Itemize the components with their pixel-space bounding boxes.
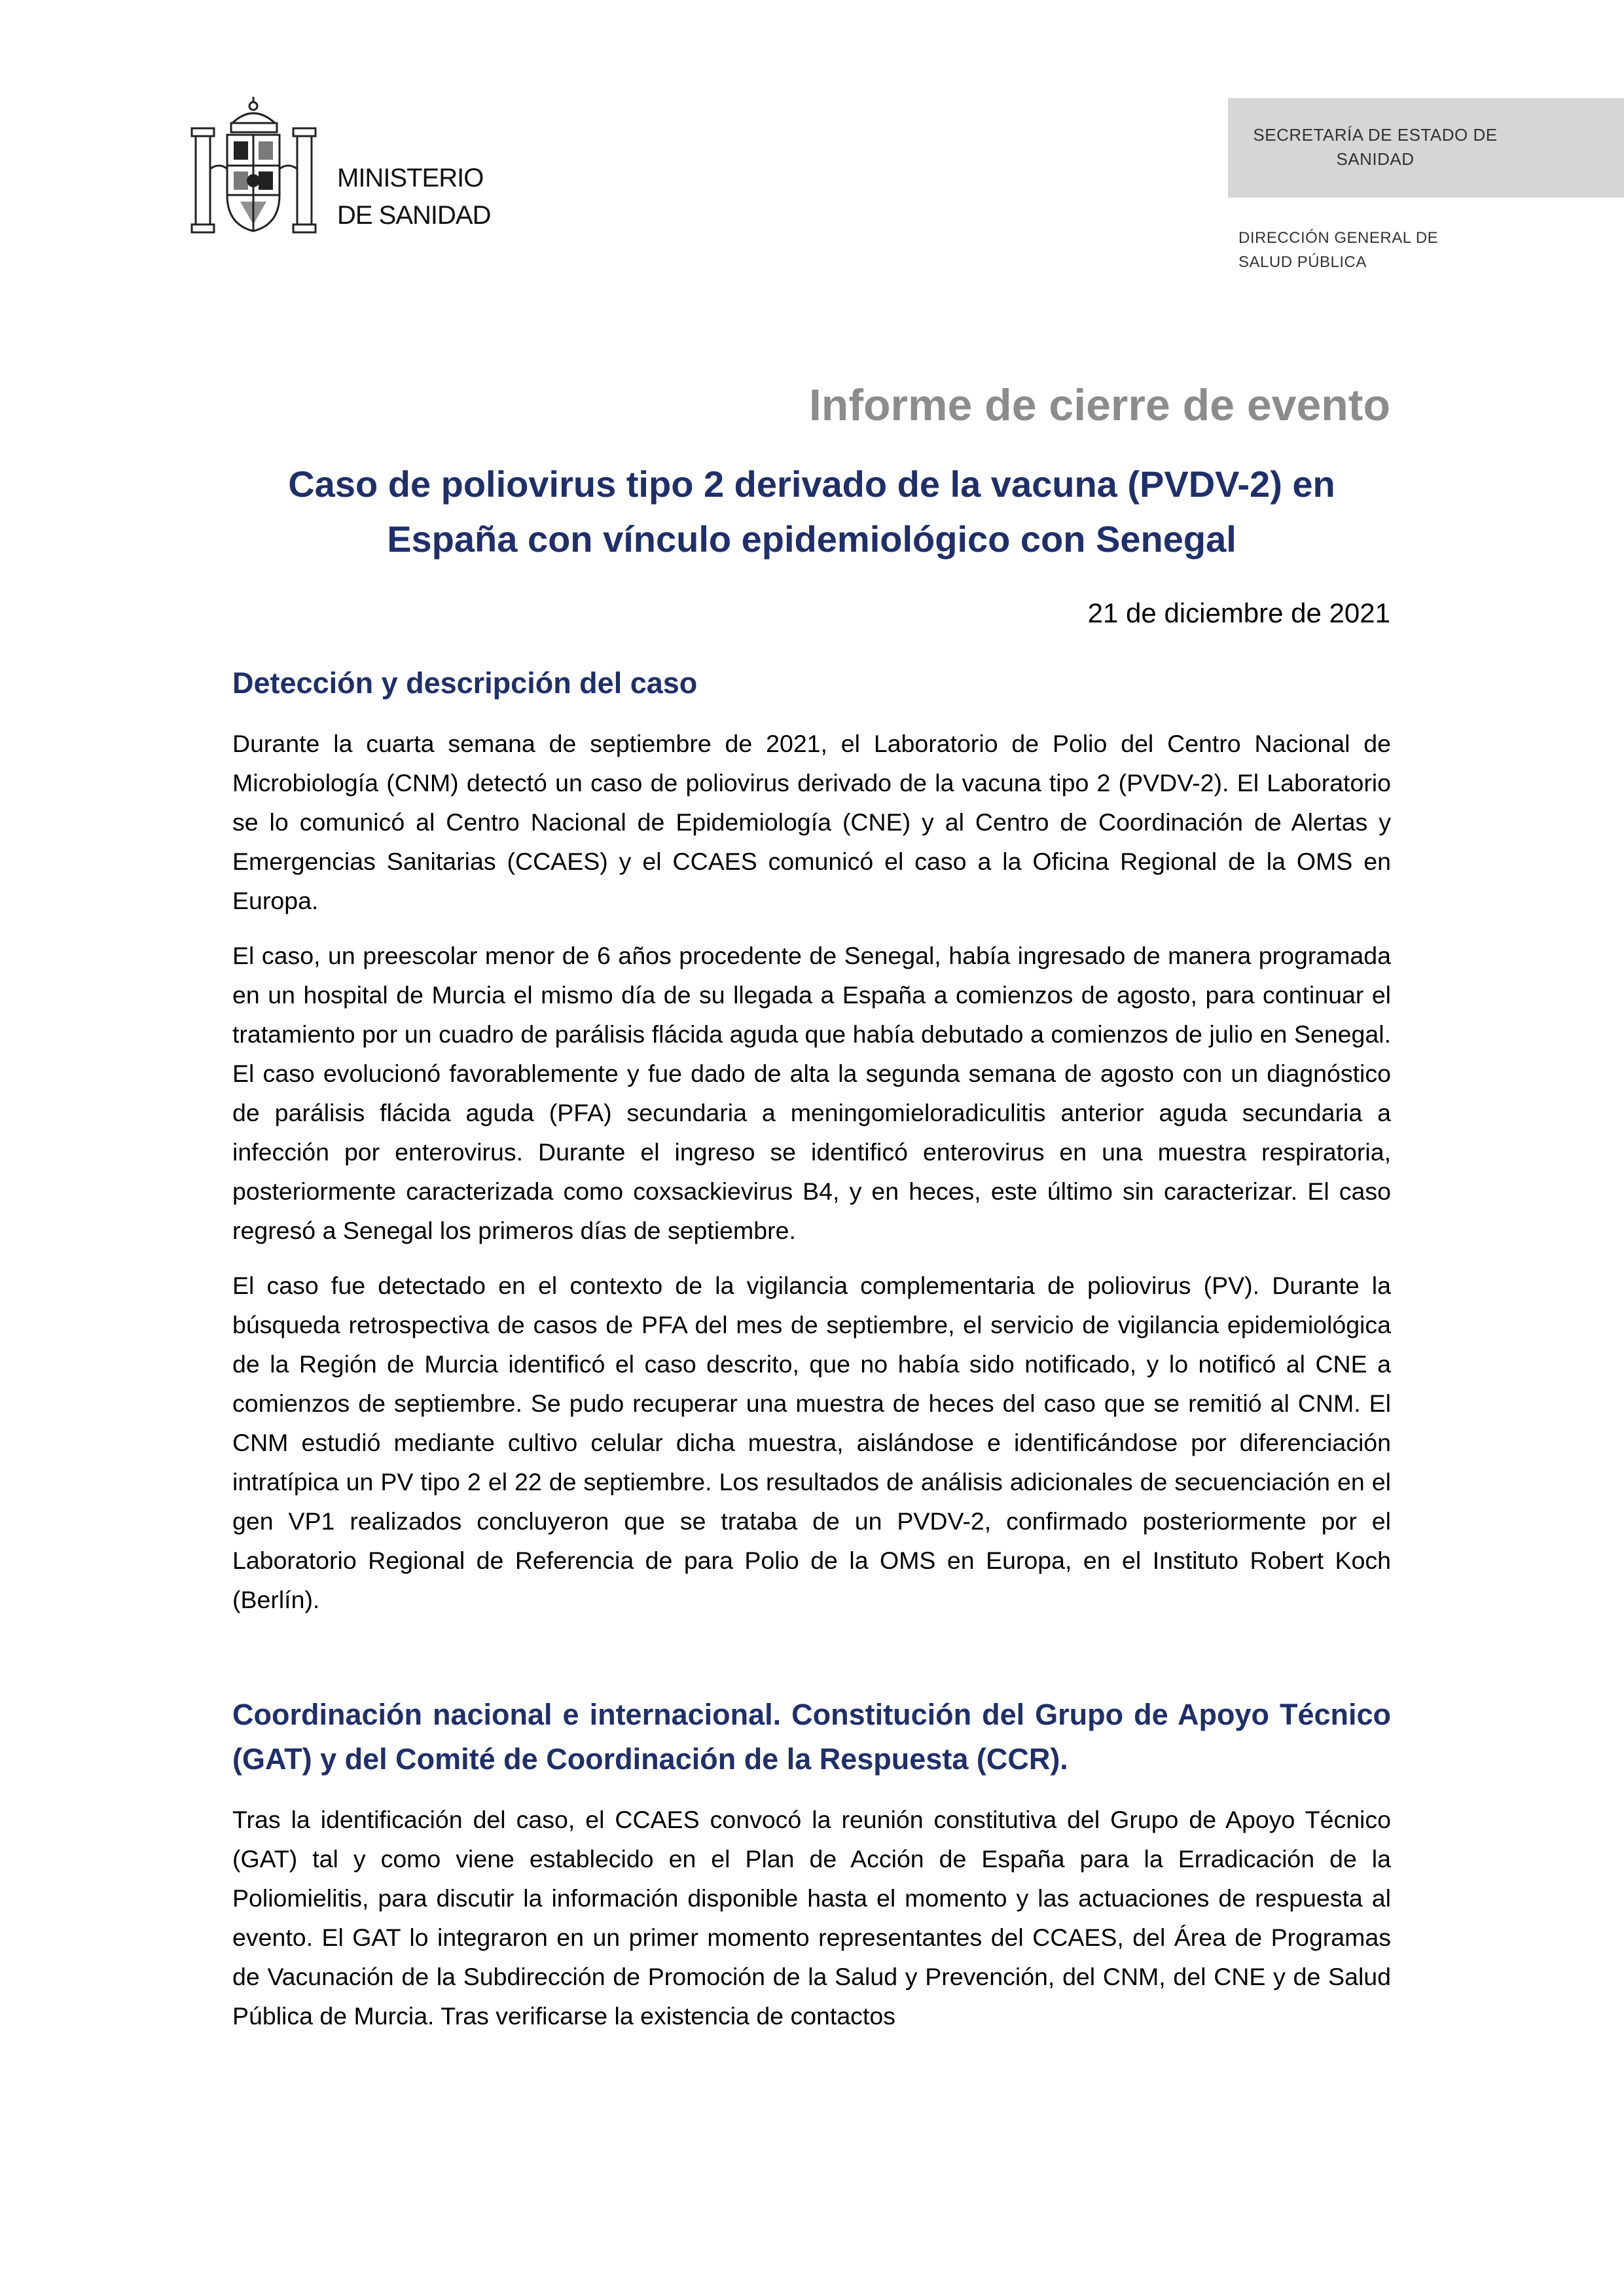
section-heading: Coordinación nacional e internacional. Constitución del Grupo de Apoyo Técnico (GAT) y del Comité de Coordinación de la Respuesta (CCR).	[232, 1698, 1391, 1776]
paragraph: Durante la cuarta semana de septiembre de 2021, el Laboratorio de Polio del Centro Nacional de Microbiología (CNM) detectó un caso de poliovirus derivado de la vacuna tipo 2 (PVDV-2). El Laboratorio se lo comunicó al Centro Nacional de Epidemiología (CNE) y al Centro de Coordinación de Alertas y Emergencias Sanitarias (CCAES) y el CCAES comunicó el caso a la Oficina Regional de la OMS en Europa.	[232, 730, 1391, 914]
document-body	[232, 661, 1391, 2051]
paragraph: El caso fue detectado en el contexto de la vigilancia complementaria de poliovirus (PV). Durante la búsqueda retrospectiva de casos de PFA del mes de septiembre, el servicio de vigilancia epidemiológica de la Región de Murcia identificó el caso descrito, que no había sido notificado, y lo notificó al CNE a comienzos de septiembre. Se pudo recuperar una muestra de heces del caso que se remitió al CNM. El CNM estudió mediante cultivo celular dicha muestra, aislándose e identificándose por diferenciación intratípica un PV tipo 2 el 22 de septiembre. Los resultados de análisis adicionales de secuenciación en el gen VP1 realizados concluyeron que se trataba de un PVDV-2, confirmado posteriormente por el Laboratorio Regional de Referencia de para Polio de la OMS en Europa, en el Instituto Robert Koch (Berlín).	[232, 1272, 1391, 1613]
ministry-line-2: DE SANIDAD	[337, 201, 491, 230]
paragraph: El caso, un preescolar menor de 6 años procedente de Senegal, había ingresado de manera programada en un hospital de Murcia el mismo día de su llegada a España a comienzos de agosto, para continuar el tratamiento por un cuadro de parálisis flácida aguda que había debutado a comienzos de julio en Senegal. El caso evolucionó favorablemente y fue dado de alta la segunda semana de agosto con un diagnóstico de parálisis flácida aguda (PFA) secundaria a meningomieloradiculitis anterior aguda secundaria a infección por enterovirus. Durante el ingreso se identificó enterovirus en una muestra respiratoria, posteriormente caracterizada como coxsackievirus B4, y en heces, este último sin caracterizar. El caso regresó a Senegal los primeros días de septiembre.	[232, 942, 1391, 1244]
direccion-line-2: SALUD PÚBLICA	[1238, 253, 1367, 271]
coat-of-arms-icon	[187, 97, 321, 240]
document-date: 21 de diciembre de 2021	[1087, 598, 1390, 628]
direccion-line-1: DIRECCIÓN GENERAL DE	[1238, 229, 1439, 247]
secretaria-label: SECRETARÍA DE ESTADO DE SANIDAD	[1253, 125, 1498, 169]
report-title: Informe de cierre de evento	[808, 380, 1390, 430]
paragraph: Tras la identificación del caso, el CCAES convocó la reunión constitutiva del Grupo de Apoyo Técnico (GAT) tal y como viene establecido en el Plan de Acción de España para la Erradicación de la Poliomielitis, para discutir la información disponible hasta el momento y las actuaciones de respuesta al evento. El GAT lo integraron en un primer momento representantes del CCAES, del Área de Programas de Vacunación de la Subdirección de Promoción de la Salud y Prevención, del CNM, del CNE y de Salud Pública de Murcia. Tras verificarse la existencia de contactos	[232, 1806, 1391, 2030]
ministry-name	[337, 160, 491, 234]
main-title: Caso de poliovirus tipo 2 derivado de la vacuna (PVDV-2) en España con vínculo epidemiológico con Senegal	[288, 463, 1335, 560]
section-coordinacion	[232, 1693, 1391, 2036]
ministry-line-1: MINISTERIO	[337, 164, 484, 192]
section-heading: Detección y descripción del caso	[232, 666, 698, 700]
direccion-general-label	[1238, 226, 1438, 274]
section-deteccion	[232, 661, 1391, 1619]
secretaria-box	[1228, 98, 1624, 198]
